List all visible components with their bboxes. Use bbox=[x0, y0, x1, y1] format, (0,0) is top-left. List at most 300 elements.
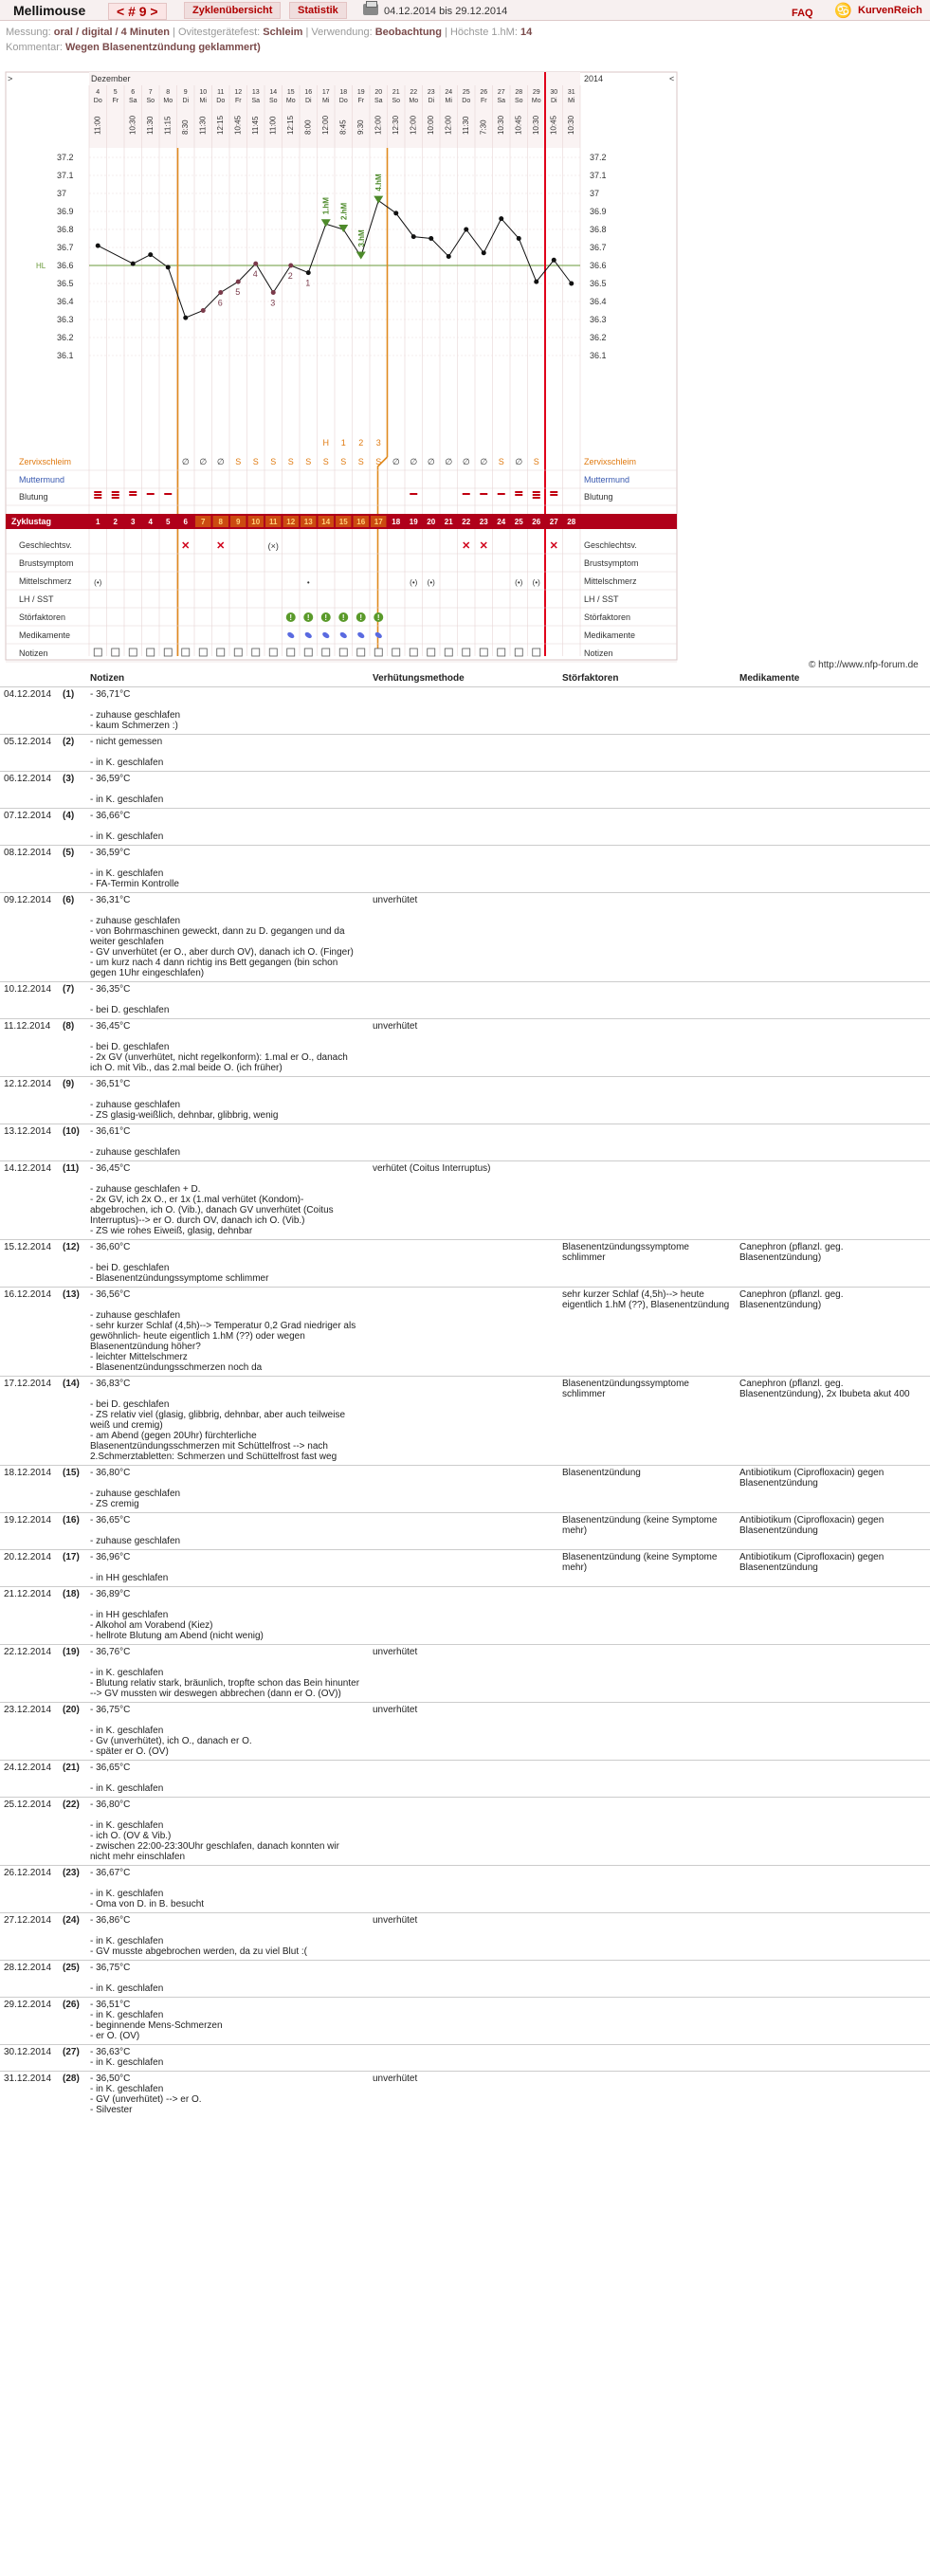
cycle-day-number: 3 bbox=[131, 518, 136, 526]
username: Mellimouse bbox=[13, 3, 86, 18]
note-text: - 36,35°C - bei D. geschlafen bbox=[90, 984, 170, 1015]
note-cycle-day: (15) bbox=[63, 1468, 80, 1478]
note-row bbox=[0, 1912, 930, 1960]
day-number: 31 bbox=[567, 89, 575, 96]
note-icon bbox=[269, 649, 277, 656]
note-icon bbox=[410, 649, 417, 656]
note-cycle-day: (14) bbox=[63, 1379, 80, 1389]
temperature-point bbox=[569, 282, 574, 286]
note-text: - 36,45°C - zuhause geschlafen + D. - 2x GV, ich 2x O., er 1x (1.mal verhütet (Kondom)-abgebrochen, ich O. (Vib.), danach GV unverhütet (Coitus Interruptus)--> er O. durch OV, danach ich O. (Vib.) - ZS wie rohes Eiweiß, glasig, dehnbar bbox=[90, 1163, 334, 1236]
row-label-notizen: Notizen bbox=[19, 649, 48, 658]
note-medication: Canephron (pflanzl. geg. Blasenentzündung) bbox=[739, 1242, 844, 1263]
note-icon bbox=[94, 649, 101, 656]
measurement-info: Messung: oral / digital / 4 Minuten | Ovitestgerätefest: Schleim | Verwendung: Beobachtung | Höchste 1.hM: 14 bbox=[6, 27, 533, 38]
measure-time: 10:45 bbox=[514, 115, 523, 135]
bleeding-mark bbox=[515, 494, 522, 496]
y-tick-right: 36.8 bbox=[590, 225, 607, 234]
note-cycle-day: (9) bbox=[63, 1079, 75, 1089]
note-text: - 36,83°C - bei D. geschlafen - ZS relativ viel (glasig, glibbrig, dehnbar, aber auch teilweise weiß und cremig) - am Abend (gegen 20Uhr) fürchterliche Blasenentzündungsschmerzen mit Schüttelfrost --> nach 2.Schmerztabletten: Schmerzen und Schüttelfrost fast weg bbox=[90, 1379, 346, 1462]
note-factors: sehr kurzer Schlaf (4,5h)--> heute eigentlich 1.hM (??), Blasenentzündung bbox=[562, 1289, 730, 1310]
row-label-right-mittel: Mittelschmerz bbox=[584, 576, 637, 586]
note-cycle-day: (22) bbox=[63, 1800, 80, 1810]
bleeding-mark bbox=[533, 494, 540, 496]
note-icon bbox=[515, 649, 522, 656]
note-cycle-day: (8) bbox=[63, 1021, 75, 1032]
measure-time: 11:30 bbox=[198, 116, 208, 135]
note-date: 19.12.2014 bbox=[4, 1515, 52, 1526]
note-text: - 36,59°C - in K. geschlafen - FA-Termin Kontrolle bbox=[90, 848, 179, 889]
cycle-day-number: 7 bbox=[201, 518, 206, 526]
day-number: 19 bbox=[356, 89, 365, 96]
weekday: So bbox=[268, 98, 278, 104]
low-count-number: 3 bbox=[270, 298, 276, 308]
y-tick-right: 36.7 bbox=[590, 243, 607, 252]
peak-label: 3 bbox=[375, 438, 381, 448]
weekday: Mi bbox=[322, 98, 330, 104]
cycle-day-number: 1 bbox=[96, 518, 100, 526]
bleeding-mark bbox=[550, 494, 557, 496]
temperature-point bbox=[166, 265, 171, 269]
row-label-stoer: Störfaktoren bbox=[19, 612, 66, 622]
y-tick-right: 36.3 bbox=[590, 315, 607, 324]
comment-info: Kommentar: Wegen Blasenentzündung geklammert) bbox=[6, 42, 261, 53]
day-number: 16 bbox=[304, 89, 313, 96]
note-row bbox=[0, 1376, 930, 1465]
note-text: - 36,76°C - in K. geschlafen - Blutung relativ stark, bräunlich, tropfte schon das Bein hinunter --> GV mussten wir deswegen abbrechen (dann er O. (OV)) bbox=[90, 1647, 360, 1699]
note-date: 05.12.2014 bbox=[4, 737, 52, 747]
peak-label: 2 bbox=[358, 438, 364, 448]
note-cycle-day: (25) bbox=[63, 1963, 80, 1973]
cycle-day-number: 6 bbox=[183, 518, 188, 526]
note-date: 26.12.2014 bbox=[4, 1868, 52, 1878]
day-number: 20 bbox=[374, 89, 383, 96]
bleeding-mark bbox=[94, 497, 101, 499]
note-cycle-day: (6) bbox=[63, 895, 75, 905]
y-tick-right: 36.6 bbox=[590, 261, 607, 270]
y-tick-left: 36.2 bbox=[57, 333, 74, 342]
hl-label: HL bbox=[36, 262, 46, 270]
bleeding-mark bbox=[463, 493, 470, 495]
note-icon bbox=[199, 649, 207, 656]
cycle-day-number: 19 bbox=[409, 518, 418, 526]
note-date: 16.12.2014 bbox=[4, 1289, 52, 1300]
note-icon bbox=[129, 649, 137, 656]
row-label-zyklustag: Zyklustag bbox=[11, 517, 52, 526]
note-text: - 36,65°C - zuhause geschlafen bbox=[90, 1515, 181, 1546]
row-label-med: Medikamente bbox=[19, 630, 71, 640]
method-col-header: Verhütungsmethode bbox=[373, 673, 465, 684]
bleeding-mark bbox=[94, 491, 101, 493]
year-label: 2014 bbox=[584, 74, 604, 83]
note-row bbox=[0, 2044, 930, 2071]
measure-time: 10:30 bbox=[128, 115, 137, 135]
note-medication: Canephron (pflanzl. geg. Blasenentzündung), 2x Ibubeta akut 400 bbox=[739, 1379, 910, 1399]
note-method: unverhütet bbox=[373, 895, 418, 905]
note-icon bbox=[445, 649, 452, 656]
note-factors: Blasenentzündung (keine Symptome mehr) bbox=[562, 1515, 718, 1536]
note-method: unverhütet bbox=[373, 1915, 418, 1926]
note-row bbox=[0, 1512, 930, 1549]
disturbance-icon-mark: ! bbox=[289, 613, 293, 622]
cycle-day-number: 28 bbox=[567, 518, 576, 526]
y-tick-left: 36.5 bbox=[57, 279, 74, 288]
day-number: 5 bbox=[113, 89, 118, 96]
temperature-point bbox=[429, 236, 433, 241]
row-label-right-med: Medikamente bbox=[584, 630, 636, 640]
cervix-code: ∅ bbox=[181, 457, 190, 466]
note-row bbox=[0, 1287, 930, 1376]
note-date: 24.12.2014 bbox=[4, 1763, 52, 1773]
note-date: 12.12.2014 bbox=[4, 1079, 52, 1089]
note-date: 11.12.2014 bbox=[4, 1021, 51, 1032]
note-text: - 36,51°C - in K. geschlafen - beginnende Mens-Schmerzen - er O. (OV) bbox=[90, 2000, 223, 2041]
note-date: 30.12.2014 bbox=[4, 2047, 52, 2057]
disturbance-icon-mark: ! bbox=[376, 613, 380, 622]
high-measure-label: 4.hM bbox=[374, 174, 384, 192]
note-icon bbox=[357, 649, 365, 656]
weekday: Fr bbox=[357, 98, 365, 104]
note-icon bbox=[392, 649, 400, 656]
day-number: 4 bbox=[96, 89, 100, 96]
note-row bbox=[0, 1160, 930, 1239]
medication-col-header: Medikamente bbox=[739, 673, 800, 684]
measure-time: 10:45 bbox=[233, 115, 243, 135]
weekday: Fr bbox=[480, 98, 487, 104]
note-row bbox=[0, 2071, 930, 2118]
temperature-point bbox=[482, 250, 486, 255]
disturbance-icon-mark: ! bbox=[324, 613, 328, 622]
low-count-number: 6 bbox=[217, 298, 223, 308]
note-method: unverhütet bbox=[373, 1705, 418, 1715]
day-number: 10 bbox=[199, 89, 208, 96]
cervix-code: S bbox=[375, 457, 382, 466]
weekday: Di bbox=[428, 98, 435, 104]
measure-time: 11:30 bbox=[145, 116, 155, 135]
y-tick-left: 36.1 bbox=[57, 351, 74, 360]
note-cycle-day: (7) bbox=[63, 984, 75, 995]
weekday: Mo bbox=[285, 98, 296, 104]
temperature-point bbox=[201, 308, 206, 313]
note-text: - 36,31°C - zuhause geschlafen - von Bohrmaschinen geweckt, dann zu D. gegangen und da weiter geschlafen - GV unverhütet (er O., aber durch OV), danach ich O. (Finger) - um kurz nach 4 dann richtig ins Bett gegangen (bin schon gegen 1Uhr eingeschlafen) bbox=[90, 895, 354, 978]
day-number: 30 bbox=[550, 89, 558, 96]
note-row bbox=[0, 1239, 930, 1287]
logo[interactable]: KurvenReich bbox=[858, 5, 922, 16]
note-date: 22.12.2014 bbox=[4, 1647, 52, 1657]
y-tick-left: 37 bbox=[57, 189, 67, 198]
chart-nav-right: < bbox=[669, 74, 675, 83]
note-icon bbox=[147, 649, 155, 656]
y-tick-right: 37 bbox=[590, 189, 600, 198]
note-date: 21.12.2014 bbox=[4, 1589, 52, 1599]
day-number: 25 bbox=[462, 89, 470, 96]
note-cycle-day: (21) bbox=[63, 1763, 80, 1773]
note-row bbox=[0, 1797, 930, 1865]
note-text: - 36,96°C - in HH geschlafen bbox=[90, 1552, 169, 1583]
cycle-day-number: 27 bbox=[549, 518, 558, 526]
measure-time: 11:00 bbox=[93, 116, 102, 135]
weekday: Do bbox=[462, 98, 471, 104]
bleeding-mark bbox=[112, 494, 119, 496]
day-number: 27 bbox=[497, 89, 505, 96]
note-cycle-day: (26) bbox=[63, 2000, 80, 2010]
measure-time: 12:00 bbox=[320, 115, 330, 135]
bleeding-mark bbox=[533, 491, 540, 493]
note-cycle-day: (18) bbox=[63, 1589, 80, 1599]
cycle-day-number: 8 bbox=[218, 518, 223, 526]
note-medication: Antibiotikum (Ciprofloxacin) gegen Blasenentzündung bbox=[739, 1515, 884, 1536]
bleeding-mark bbox=[550, 491, 557, 493]
note-factors: Blasenentzündung (keine Symptome mehr) bbox=[562, 1552, 718, 1573]
temperature-chart bbox=[0, 68, 683, 664]
intercourse-mark: ✕ bbox=[549, 540, 558, 552]
note-row bbox=[0, 981, 930, 1018]
y-tick-right: 36.4 bbox=[590, 297, 607, 306]
note-icon bbox=[252, 649, 260, 656]
note-text: - 36,61°C - zuhause geschlafen bbox=[90, 1126, 181, 1158]
day-number: 6 bbox=[131, 89, 136, 96]
cervix-code: ∅ bbox=[515, 457, 523, 466]
weekday: Mo bbox=[531, 98, 541, 104]
cycle-day-number: 9 bbox=[236, 518, 241, 526]
cycle-day-number: 12 bbox=[286, 518, 296, 526]
note-date: 25.12.2014 bbox=[4, 1800, 52, 1810]
note-cycle-day: (13) bbox=[63, 1289, 80, 1300]
note-text: - 36,67°C - in K. geschlafen - Oma von D. in B. besucht bbox=[90, 1868, 205, 1909]
temperature-point bbox=[218, 290, 223, 295]
cervix-code: ∅ bbox=[392, 457, 400, 466]
top-bar bbox=[0, 0, 930, 21]
day-number: 18 bbox=[339, 89, 348, 96]
note-text: - 36,65°C - in K. geschlafen bbox=[90, 1763, 164, 1794]
note-medication: Antibiotikum (Ciprofloxacin) gegen Blasenentzündung bbox=[739, 1552, 884, 1573]
cervix-code: S bbox=[270, 457, 277, 466]
tab-cycle-overview[interactable]: Zyklenübersicht bbox=[184, 2, 281, 19]
note-date: 23.12.2014 bbox=[4, 1705, 52, 1715]
note-text: - 36,45°C - bei D. geschlafen - 2x GV (unverhütet, nicht regelkonform): 1.mal er O., danach ich O. mit Vib., das 2.mal beide O. (ich früher) bbox=[90, 1021, 348, 1073]
temperature-point bbox=[131, 262, 136, 266]
temperature-point bbox=[517, 236, 521, 241]
day-number: 14 bbox=[269, 89, 278, 96]
note-row bbox=[0, 1076, 930, 1124]
note-icon bbox=[463, 649, 470, 656]
measure-time: 10:00 bbox=[426, 115, 435, 135]
day-number: 13 bbox=[251, 89, 260, 96]
weekday: Sa bbox=[128, 98, 137, 104]
note-cycle-day: (11) bbox=[63, 1163, 80, 1174]
weekday: Do bbox=[93, 98, 102, 104]
mittelschmerz-mark: (•) bbox=[410, 578, 418, 587]
cycle-day-number: 22 bbox=[462, 518, 471, 526]
cervix-code: S bbox=[357, 457, 364, 466]
note-date: 18.12.2014 bbox=[4, 1468, 52, 1478]
tab-statistics[interactable]: Statistik bbox=[289, 2, 347, 19]
temperature-point bbox=[393, 210, 398, 215]
weekday: Sa bbox=[251, 98, 261, 104]
printer-icon[interactable] bbox=[363, 4, 378, 15]
note-cycle-day: (27) bbox=[63, 2047, 80, 2057]
temperature-point bbox=[96, 244, 100, 248]
weekday: Mi bbox=[199, 98, 207, 104]
note-text: - 36,75°C - in K. geschlafen - Gv (unverhütet), ich O., danach er O. - später er O. (OV) bbox=[90, 1705, 252, 1757]
day-number: 15 bbox=[286, 89, 295, 96]
cycle-day-number: 14 bbox=[321, 518, 331, 526]
day-number: 26 bbox=[480, 89, 488, 96]
bleeding-mark bbox=[533, 497, 540, 499]
cervix-code: S bbox=[305, 457, 312, 466]
bleeding-mark bbox=[129, 491, 137, 493]
note-row bbox=[0, 1549, 930, 1586]
weekday: Mi bbox=[568, 98, 575, 104]
cervix-code: ∅ bbox=[410, 457, 418, 466]
note-row bbox=[0, 1124, 930, 1160]
y-tick-right: 37.1 bbox=[590, 171, 607, 180]
cervix-code: S bbox=[498, 457, 504, 466]
note-date: 15.12.2014 bbox=[4, 1242, 52, 1252]
note-text: - 36,80°C - zuhause geschlafen - ZS cremig bbox=[90, 1468, 181, 1509]
measure-time: 11:45 bbox=[250, 116, 260, 135]
row-label-right-zervix: Zervixschleim bbox=[584, 457, 637, 466]
cycle-day-number: 23 bbox=[479, 518, 488, 526]
note-icon bbox=[164, 649, 172, 656]
note-icon bbox=[182, 649, 190, 656]
note-date: 14.12.2014 bbox=[4, 1163, 52, 1174]
intercourse-protected-mark: (×) bbox=[267, 541, 279, 551]
note-cycle-day: (16) bbox=[63, 1515, 80, 1526]
curve-logo-icon: ♋ bbox=[834, 3, 852, 19]
cycle-day-number: 15 bbox=[338, 518, 348, 526]
cycle-day-number: 10 bbox=[251, 518, 261, 526]
weekday: Mi bbox=[445, 98, 452, 104]
measure-time: 11:30 bbox=[461, 116, 470, 135]
note-row bbox=[0, 845, 930, 892]
note-row bbox=[0, 1018, 930, 1076]
cycle-navigation[interactable]: < # 9 > bbox=[108, 3, 167, 20]
mittelschmerz-mark: (•) bbox=[515, 578, 523, 587]
row-label-zervix: Zervixschleim bbox=[19, 457, 72, 466]
disturbance-icon-mark: ! bbox=[341, 613, 345, 622]
note-icon bbox=[304, 649, 312, 656]
note-text: - 36,51°C - zuhause geschlafen - ZS glasig-weißlich, dehnbar, glibbrig, wenig bbox=[90, 1079, 279, 1121]
note-row bbox=[0, 686, 930, 734]
measure-time: 12:00 bbox=[409, 115, 418, 135]
note-cycle-day: (24) bbox=[63, 1915, 80, 1926]
note-cycle-day: (1) bbox=[63, 689, 75, 700]
note-text: - 36,75°C - in K. geschlafen bbox=[90, 1963, 164, 1994]
row-label-right-mumu: Muttermund bbox=[584, 475, 630, 484]
note-date: 07.12.2014 bbox=[4, 811, 52, 821]
date-range: 04.12.2014 bis 29.12.2014 bbox=[384, 6, 508, 17]
note-date: 20.12.2014 bbox=[4, 1552, 52, 1562]
note-icon bbox=[112, 649, 119, 656]
cycle-day-number: 24 bbox=[497, 518, 506, 526]
cervix-code: ∅ bbox=[480, 457, 488, 466]
mittelschmerz-mark: • bbox=[306, 578, 310, 587]
high-measure-label: 1.hM bbox=[321, 197, 331, 215]
temperature-point bbox=[288, 264, 293, 268]
note-cycle-day: (19) bbox=[63, 1647, 80, 1657]
day-number: 17 bbox=[321, 89, 330, 96]
chart-nav-left: > bbox=[8, 74, 13, 83]
y-tick-right: 36.1 bbox=[590, 351, 607, 360]
note-icon bbox=[498, 649, 505, 656]
y-tick-left: 37.1 bbox=[57, 171, 74, 180]
disturbance-icon-mark: ! bbox=[306, 613, 310, 622]
row-label-blutung: Blutung bbox=[19, 492, 48, 502]
mittelschmerz-mark: (•) bbox=[94, 578, 102, 587]
cervix-code: ∅ bbox=[427, 457, 435, 466]
row-label-mittel: Mittelschmerz bbox=[19, 576, 72, 586]
cycle-day-number: 18 bbox=[392, 518, 401, 526]
temperature-point bbox=[499, 216, 503, 221]
weekday: Sa bbox=[497, 98, 506, 104]
weekday: Do bbox=[338, 98, 348, 104]
note-text: - 36,56°C - zuhause geschlafen - sehr kurzer Schlaf (4,5h)--> Temperatur 0,2 Grad niedriger als gewöhnlich- heute eigentlich 1.hM (??) oder wegen Blasenentzündung höher? - leichter Mittelschmerz - Blasenentzündungsschmerzen noch da bbox=[90, 1289, 356, 1373]
day-number: 28 bbox=[515, 89, 523, 96]
row-label-right-blutung: Blutung bbox=[584, 492, 613, 502]
note-row bbox=[0, 771, 930, 808]
weekday: Di bbox=[182, 98, 190, 104]
measure-time: 12:00 bbox=[374, 115, 383, 135]
note-medication: Antibiotikum (Ciprofloxacin) gegen Blasenentzündung bbox=[739, 1468, 884, 1489]
note-date: 08.12.2014 bbox=[4, 848, 52, 858]
temperature-point bbox=[464, 228, 468, 232]
row-label-lh: LH / SST bbox=[19, 594, 54, 604]
note-date: 09.12.2014 bbox=[4, 895, 52, 905]
y-tick-right: 36.5 bbox=[590, 279, 607, 288]
y-tick-left: 36.9 bbox=[57, 207, 74, 216]
note-row bbox=[0, 892, 930, 981]
bleeding-mark bbox=[515, 491, 522, 493]
day-number: 24 bbox=[445, 89, 453, 96]
faq-link[interactable]: FAQ bbox=[792, 8, 813, 19]
day-number: 21 bbox=[392, 89, 400, 96]
cycle-day-number: 4 bbox=[148, 518, 153, 526]
cervix-code: S bbox=[533, 457, 539, 466]
day-number: 23 bbox=[427, 89, 435, 96]
measure-time: 10:45 bbox=[549, 115, 558, 135]
note-date: 27.12.2014 bbox=[4, 1915, 52, 1926]
note-row bbox=[0, 1997, 930, 2044]
measure-time: 9:30 bbox=[356, 119, 365, 135]
cycle-day-number: 5 bbox=[166, 518, 171, 526]
cervix-code: S bbox=[340, 457, 347, 466]
note-factors: Blasenentzündungssymptome schlimmer bbox=[562, 1242, 689, 1263]
y-tick-left: 36.3 bbox=[57, 315, 74, 324]
bleeding-mark bbox=[94, 494, 101, 496]
temperature-point bbox=[148, 252, 153, 257]
weekday: Fr bbox=[234, 98, 242, 104]
temperature-point bbox=[306, 270, 311, 275]
intercourse-mark: ✕ bbox=[216, 540, 226, 552]
note-row bbox=[0, 1760, 930, 1797]
intercourse-mark: ✕ bbox=[462, 540, 471, 552]
row-label-right-lh: LH / SST bbox=[584, 594, 619, 604]
note-factors: Blasenentzündung bbox=[562, 1468, 641, 1478]
temperature-point bbox=[411, 234, 416, 239]
cervix-code: S bbox=[322, 457, 329, 466]
note-text: - 36,60°C - bei D. geschlafen - Blasenentzündungssymptome schlimmer bbox=[90, 1242, 269, 1284]
bleeding-mark bbox=[410, 493, 417, 495]
day-number: 22 bbox=[410, 89, 418, 96]
measure-time: 8:30 bbox=[180, 119, 190, 135]
measure-time: 8:00 bbox=[303, 119, 313, 135]
cycle-day-number: 13 bbox=[303, 518, 313, 526]
note-icon bbox=[480, 649, 487, 656]
y-tick-left: 36.4 bbox=[57, 297, 74, 306]
day-number: 8 bbox=[166, 89, 171, 96]
weekday: So bbox=[146, 98, 155, 104]
note-icon bbox=[217, 649, 225, 656]
